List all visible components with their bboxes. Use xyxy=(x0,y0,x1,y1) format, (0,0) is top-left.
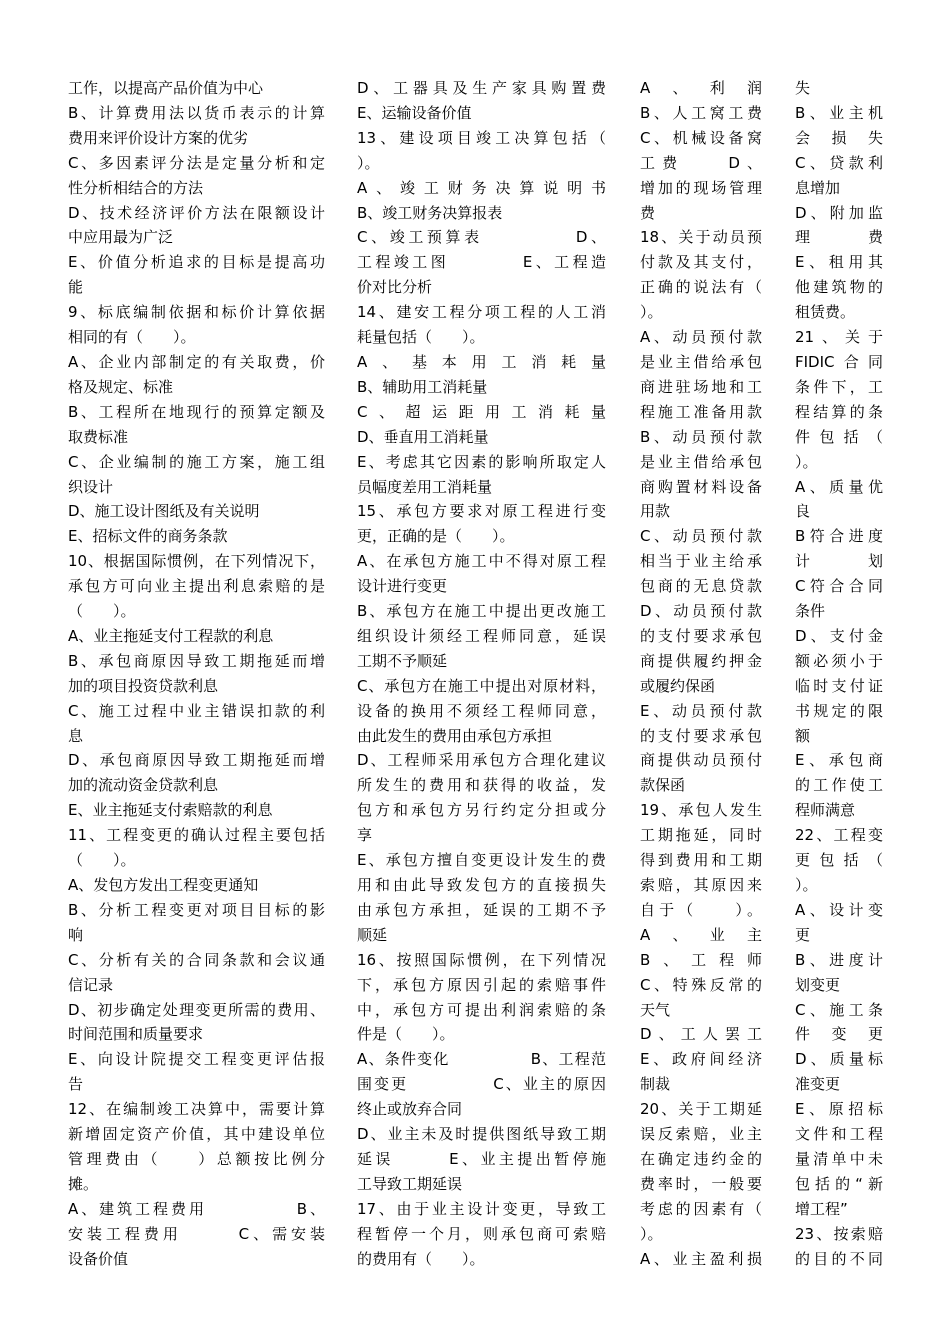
text-line: 是业主借给承包 xyxy=(640,452,762,471)
text-line: D、承包商原因导致工期拖延而增 xyxy=(68,751,325,770)
text-line: 由此发生的费用由承包方承担 xyxy=(357,726,553,745)
text-line: A、发包方发出工程变更通知 xyxy=(68,876,259,894)
text-line: 件包括（ xyxy=(795,427,883,446)
text-line: 书规定的限 xyxy=(795,701,883,720)
text-line: 设计进行变更 xyxy=(357,577,448,596)
text-line: 商提供履约押金 xyxy=(640,651,762,670)
text-line: A、在承包方施工中不得对原工程 xyxy=(357,552,606,571)
text-line: B、计算费用法以货币表示的计算 xyxy=(68,103,325,122)
text-line: 管理费由（ ）总额按比例分 xyxy=(68,1149,325,1168)
text-line: 理费 xyxy=(795,228,883,247)
text-line: 费 xyxy=(640,203,656,222)
text-line: C、承包方在施工中提出对原材料， xyxy=(357,676,606,695)
text-line: D、质量标 xyxy=(795,1050,883,1069)
text-line: 包括的“新 xyxy=(795,1174,883,1193)
text-line: 享 xyxy=(357,826,373,845)
text-line: A、业主拖延支付工程款的利息 xyxy=(68,626,274,645)
text-line: E、招标文件的商务条款 xyxy=(68,527,228,546)
text-line: D、工程师采用承包方合理化建议 xyxy=(357,751,606,770)
text-line: E、承包方擅自变更设计发生的费 xyxy=(357,851,606,870)
text-line: A、设计变 xyxy=(795,900,883,919)
text-line: 会损失 xyxy=(795,128,883,147)
text-line: ）。 xyxy=(795,452,818,471)
text-line: 中，承包方可提出利润索赔的条 xyxy=(357,1000,606,1019)
text-line: 13、建设项目竣工决算包括（ xyxy=(357,128,606,147)
text-line: B、进度计 xyxy=(795,950,883,969)
text-line: E、价值分析追求的目标是提高功 xyxy=(68,253,325,272)
text-line: 能 xyxy=(68,278,84,297)
text-line: A、竣工财务决算说明书 xyxy=(357,178,606,197)
text-line: E、考虑其它因素的影响所取定人 xyxy=(357,452,606,471)
text-line: 商进驻场地和工 xyxy=(640,377,762,396)
text-line: A、基本用工消耗量 xyxy=(357,352,606,371)
text-line: A、业主盈利损 xyxy=(640,1249,762,1268)
text-column-4 xyxy=(795,76,883,1272)
text-line: 工导致工期延误 xyxy=(357,1174,463,1193)
text-line: 员幅度差用工消耗量 xyxy=(357,477,493,496)
text-line: C、超运距用工消耗量 xyxy=(357,402,606,421)
text-line: 耗量包括（ ）。 xyxy=(357,328,485,347)
text-line: 10、根据国际惯例，在下列情况下， xyxy=(68,552,325,571)
text-line: B、业主机 xyxy=(795,103,883,122)
text-line: 22、工程变 xyxy=(795,826,883,845)
text-line: ）。 xyxy=(640,1224,663,1243)
text-line: 更包括（ xyxy=(795,851,883,870)
text-line: D、工器具及生产家具购置费 xyxy=(357,79,606,97)
text-line: 加的流动资金贷款利息 xyxy=(68,776,219,795)
text-line: 临时支付证 xyxy=(795,676,883,695)
text-line: E、动员预付款 xyxy=(640,701,762,720)
text-line: 16、按照国际惯例，在下列情况 xyxy=(357,950,606,969)
text-line: E、承包商 xyxy=(795,751,883,770)
text-line: 付款及其支付， xyxy=(640,253,762,272)
text-line: 14、建安工程分项工程的人工消 xyxy=(357,303,606,322)
text-line: 19、承包人发生 xyxy=(640,801,762,820)
text-line: E、运输设备价值 xyxy=(357,103,472,122)
text-line: 信记录 xyxy=(68,975,114,994)
text-line: 息增加 xyxy=(795,178,841,197)
text-line: 制裁 xyxy=(640,1075,671,1094)
text-line: B、承包方在施工中提出更改施工 xyxy=(357,602,606,621)
text-line: C、施工条 xyxy=(795,1000,883,1019)
text-line: 取费标准 xyxy=(68,427,129,446)
text-line: 的支付要求承包 xyxy=(640,726,762,745)
text-line: 安装工程费用 C、需安装 xyxy=(68,1224,325,1243)
text-line: E、政府间经济 xyxy=(640,1050,762,1069)
text-line: B符合进度 xyxy=(795,527,883,546)
text-line: 的工作使工 xyxy=(795,776,883,795)
text-line: 文件和工程 xyxy=(795,1125,883,1144)
text-line: ）。 xyxy=(357,153,380,172)
text-line: 良 xyxy=(795,502,811,521)
text-line: 或履约保函 xyxy=(640,676,716,695)
text-line: 失 xyxy=(795,79,811,97)
text-line: 组织设计须经工程师同意，延误 xyxy=(357,626,606,645)
text-line: 划变更 xyxy=(795,975,841,994)
text-line: 17、由于业主设计变更，导致工 xyxy=(357,1199,606,1218)
text-column-1 xyxy=(68,76,325,1272)
text-line: 量清单中未 xyxy=(795,1149,883,1168)
text-line: 9、标底编制依据和标价计算依据 xyxy=(68,303,325,322)
text-line: ）。 xyxy=(795,876,818,894)
text-line: 用款 xyxy=(640,502,671,521)
text-line: 更，正确的是（ ）。 xyxy=(357,527,515,546)
text-line: 正确的说法有（ xyxy=(640,278,762,297)
text-line: 23、按索赔 xyxy=(795,1224,883,1243)
text-line: 设备价值 xyxy=(68,1249,129,1268)
text-line: 11、工程变更的确认过程主要包括 xyxy=(68,826,325,845)
text-line: C、动员预付款 xyxy=(640,527,762,546)
text-line: B、工程师 xyxy=(640,950,762,969)
text-line: 工作，以提高产品价值为中心 xyxy=(68,79,264,97)
text-line: A、业主 xyxy=(640,925,762,944)
text-line: 承包方可向业主提出利息索赔的是 xyxy=(68,577,325,596)
text-line: D、支付金 xyxy=(795,626,883,645)
text-line: D、技术经济评价方法在限额设计 xyxy=(68,203,325,222)
text-line: C符合合同 xyxy=(795,577,883,596)
text-line: 顺延 xyxy=(357,925,388,944)
text-line: 误反索赔，业主 xyxy=(640,1125,762,1144)
text-line: A、质量优 xyxy=(795,477,883,496)
text-line: 摊。 xyxy=(68,1174,99,1193)
text-line: 时间范围和质量要求 xyxy=(68,1025,204,1044)
text-line: FIDIC合同 xyxy=(795,352,883,371)
text-line: A、企业内部制定的有关取费，价 xyxy=(68,352,325,371)
text-line: 租赁费。 xyxy=(795,303,856,322)
text-line: 计划 xyxy=(795,552,883,571)
text-line: D、动员预付款 xyxy=(640,602,762,621)
text-line: 考虑的因素有（ xyxy=(640,1199,762,1218)
text-line: 包商的无息贷款 xyxy=(640,577,762,596)
text-line: D、施工设计图纸及有关说明 xyxy=(68,502,260,521)
text-line: C、机械设备窝 xyxy=(640,128,762,147)
text-line: 得到费用和工期 xyxy=(640,851,762,870)
text-line: 的支付要求承包 xyxy=(640,626,762,645)
text-line: 20、关于工期延 xyxy=(640,1100,762,1119)
text-line: 18、关于动员预 xyxy=(640,228,762,247)
text-line: 新增固定资产价值，其中建设单位 xyxy=(68,1125,325,1144)
text-line: 程暂停一个月，则承包商可索赔 xyxy=(357,1224,606,1243)
text-line: C、施工过程中业主错误扣款的利 xyxy=(68,701,325,720)
text-line: 终止或放弃合同 xyxy=(357,1100,463,1119)
text-line: 工费 D、 xyxy=(640,153,762,172)
text-line: 增加的现场管理 xyxy=(640,178,762,197)
text-line: D、附加监 xyxy=(795,203,883,222)
text-line: E、向设计院提交工程变更评估报 xyxy=(68,1050,325,1069)
text-line: B、分析工程变更对项目目标的影 xyxy=(68,900,325,919)
text-line: D、垂直用工消耗量 xyxy=(357,427,489,446)
text-line: 加的项目投资贷款利息 xyxy=(68,676,219,695)
text-line: B、承包商原因导致工期拖延而增 xyxy=(68,651,325,670)
text-line: 他建筑物的 xyxy=(795,278,883,297)
text-line: A、条件变化 B、工程范 xyxy=(357,1050,606,1069)
text-line: 天气 xyxy=(640,1000,671,1019)
text-line: 件变更 xyxy=(795,1025,883,1044)
text-line: C、竣工预算表 D、 xyxy=(357,228,606,247)
text-line: B、动员预付款 xyxy=(640,427,762,446)
text-line: D、业主未及时提供图纸导致工期 xyxy=(357,1125,606,1144)
text-line: 包方和承包方另行约定分担或分 xyxy=(357,801,606,820)
text-line: 条件 xyxy=(795,602,826,621)
text-line: 用和由此导致发包方的直接损失 xyxy=(357,876,606,894)
text-column-2 xyxy=(357,76,606,1272)
text-line: C、特殊反常的 xyxy=(640,975,762,994)
text-line: 费用来评价设计方案的优劣 xyxy=(68,128,249,147)
text-line: 更 xyxy=(795,925,811,944)
text-line: 条件下，工 xyxy=(795,377,883,396)
text-line: 相当于业主给承 xyxy=(640,552,762,571)
text-line: 款保函 xyxy=(640,776,686,795)
text-line: C、多因素评分法是定量分析和定 xyxy=(68,153,325,172)
text-line: 围变更 C、业主的原因 xyxy=(357,1075,606,1094)
text-line: 费率时，一般要 xyxy=(640,1174,762,1193)
text-line: 的目的不同 xyxy=(795,1249,883,1268)
text-line: 程师满意 xyxy=(795,801,856,820)
text-line: 所发生的费用和获得的收益，发 xyxy=(357,776,606,795)
text-line: B、辅助用工消耗量 xyxy=(357,377,488,396)
text-line: B、竣工财务决算报表 xyxy=(357,203,503,222)
text-line: ）。 xyxy=(640,303,663,322)
text-line: E、租用其 xyxy=(795,253,883,272)
text-line: 工期不予顺延 xyxy=(357,651,448,670)
text-line: 额必须小于 xyxy=(795,651,883,670)
text-line: 程施工准备用款 xyxy=(640,402,762,421)
text-line: 是业主借给承包 xyxy=(640,352,762,371)
text-line: D、初步确定处理变更所需的费用、 xyxy=(68,1000,325,1019)
text-line: B、人工窝工费 xyxy=(640,103,762,122)
text-line: 工程竣工图 E、工程造 xyxy=(357,253,606,272)
text-line: 织设计 xyxy=(68,477,114,496)
text-line: 的费用有（ ）。 xyxy=(357,1249,485,1268)
text-line: B、工程所在地现行的预算定额及 xyxy=(68,402,325,421)
text-line: （ ）。 xyxy=(68,851,136,870)
text-line: A、建筑工程费用 B、 xyxy=(68,1199,325,1218)
text-line: C、分析有关的合同条款和会议通 xyxy=(68,950,325,969)
text-line: 相同的有（ ）。 xyxy=(68,328,196,347)
text-line: E、原招标 xyxy=(795,1100,883,1119)
text-line: 增工程” xyxy=(795,1199,848,1218)
text-line: 延误 E、业主提出暂停施 xyxy=(357,1149,606,1168)
text-line: A、动员预付款 xyxy=(640,328,762,347)
text-line: E、业主拖延支付索赔款的利息 xyxy=(68,801,273,820)
text-line: 15、承包方要求对原工程进行变 xyxy=(357,502,606,521)
text-line: 21、关于 xyxy=(795,328,883,347)
text-line: D、工人罢工 xyxy=(640,1025,762,1044)
text-line: 额 xyxy=(795,726,811,745)
text-line: 商提供动员预付 xyxy=(640,751,762,770)
text-line: 格及规定、标准 xyxy=(68,377,174,396)
text-line: 自于（ ）。 xyxy=(640,900,762,919)
text-line: 由承包方承担，延误的工期不予 xyxy=(357,900,606,919)
text-line: 息 xyxy=(68,726,84,745)
text-line: 中应用最为广泛 xyxy=(68,228,174,247)
text-line: 12、在编制竣工决算中，需要计算 xyxy=(68,1100,325,1119)
text-line: 告 xyxy=(68,1075,84,1094)
text-line: 程结算的条 xyxy=(795,402,883,421)
text-line: 在确定违约金的 xyxy=(640,1149,762,1168)
text-line: 响 xyxy=(68,925,84,944)
text-line: 索赔，其原因来 xyxy=(640,876,762,894)
text-line: 性分析相结合的方法 xyxy=(68,178,204,197)
text-line: 设备的换用不须经工程师同意， xyxy=(357,701,606,720)
text-line: C、企业编制的施工方案，施工组 xyxy=(68,452,325,471)
text-line: 件是（ ）。 xyxy=(357,1025,455,1044)
text-line: A、利润 xyxy=(640,79,762,97)
text-line: 下，承包方原因引起的索赔事件 xyxy=(357,975,606,994)
text-line: 价对比分析 xyxy=(357,278,433,297)
text-line: 准变更 xyxy=(795,1075,841,1094)
text-line: C、贷款利 xyxy=(795,153,883,172)
text-column-3 xyxy=(640,76,762,1272)
text-line: 商购置材料设备 xyxy=(640,477,762,496)
text-line: 工期拖延，同时 xyxy=(640,826,762,845)
text-line: （ ）。 xyxy=(68,602,136,621)
